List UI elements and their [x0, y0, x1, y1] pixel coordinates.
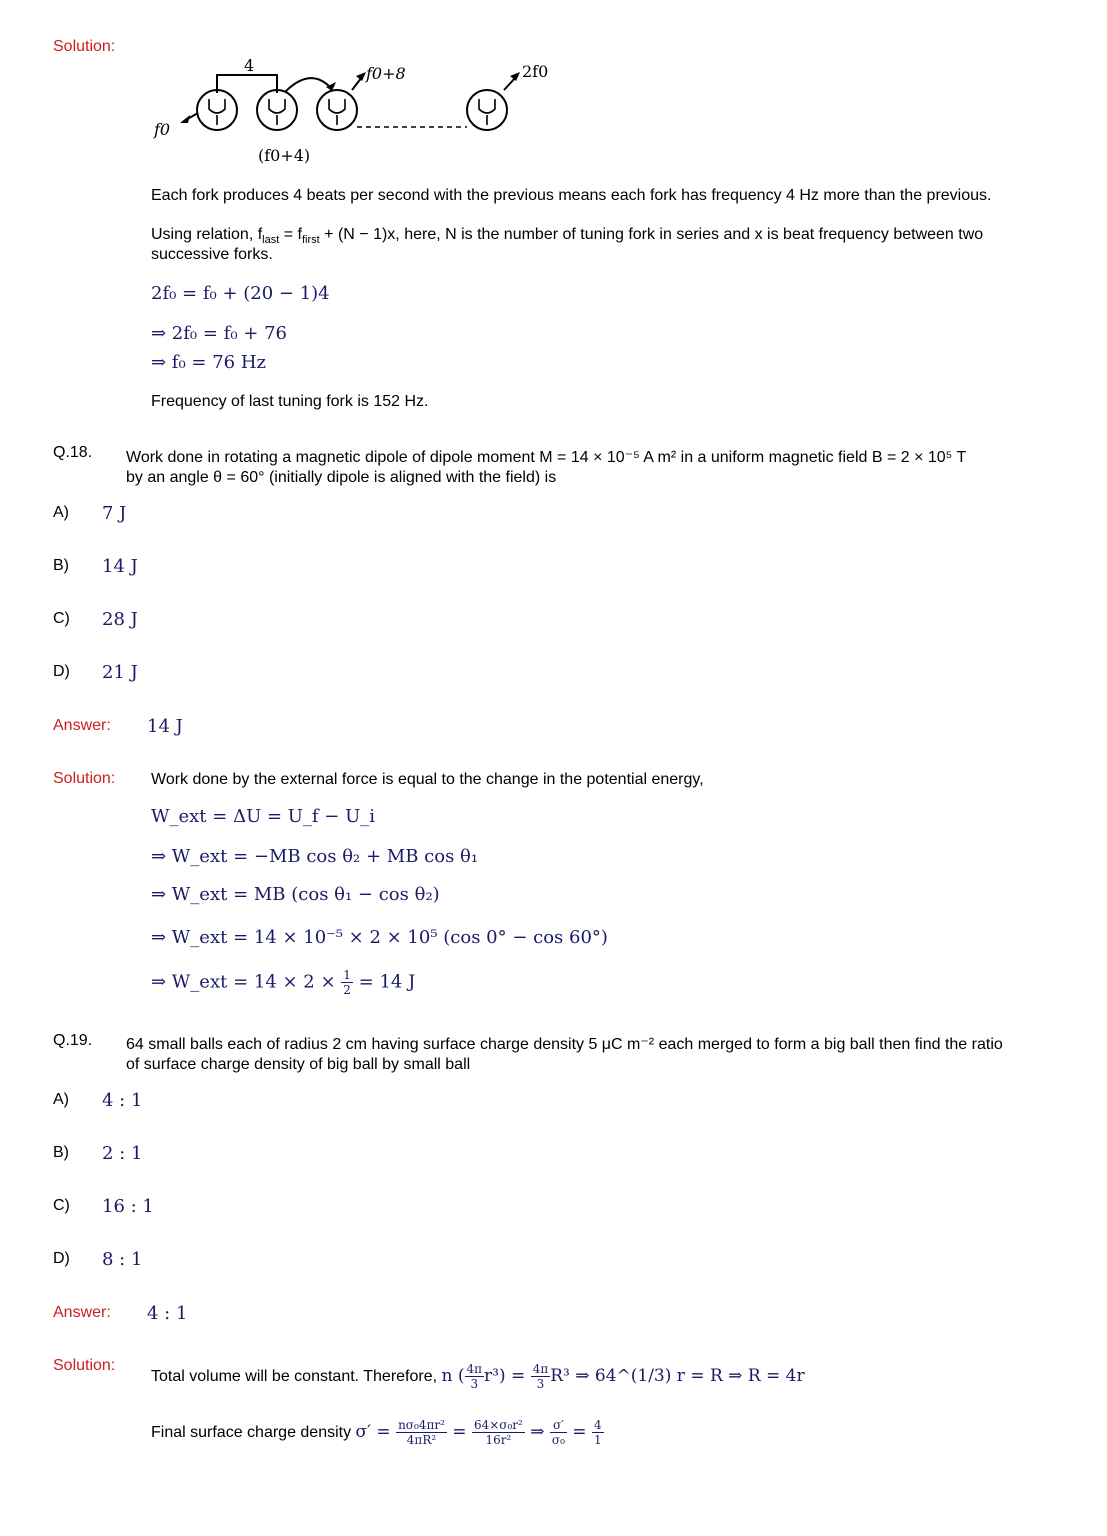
curved-arrow-icon [285, 78, 330, 92]
option-value: 4 : 1 [102, 1090, 143, 1111]
sol17-line2: Using relation, $f_{last} = f_{first} + (N - 1)x$, here, N is the number of tuning fork in series and x is beat frequency between two [151, 226, 984, 247]
option-key: B) [53, 1144, 69, 1161]
solution-label: Solution: [53, 38, 116, 55]
tuning-fork-diagram [140, 55, 560, 175]
sol17-line1: Each fork produces 4 beats per second with the previous means each fork has frequency 4 Hz more than the previous. [151, 187, 992, 204]
option-key: A) [53, 504, 69, 521]
bracket-icon [217, 75, 277, 93]
solution-eq3: ⇒ W_ext = MB (cos θ₁ − cos θ₂) [151, 884, 440, 905]
solution-line2: Final surface charge density σ′ = $\frac{\text{nσ₀4πr²}}{\text{4πR²}}$ = $\frac{\text{64×σ₀r²}}{\text{16r²}}$ ⇒ $\frac{\sigma'}{\text{σ₀}}$ = $\frac{4}{1}$ [151, 1418, 602, 1447]
spacing-label: 4 [244, 56, 255, 75]
solution-label: Solution: [53, 1357, 116, 1374]
answer-value: 4 : 1 [147, 1303, 188, 1324]
option-key: D) [53, 663, 70, 680]
option-key: A) [53, 1091, 69, 1108]
sol17-eq2: ⇒ 2f₀ = f₀ + 76 [151, 323, 287, 344]
f0-plus-8-label: f0+8 [366, 64, 406, 83]
option-key: C) [53, 610, 70, 627]
option-value: 16 : 1 [102, 1196, 154, 1217]
option-value: 2 : 1 [102, 1143, 143, 1164]
answer-label: Answer: [53, 717, 111, 734]
answer-value: 14 J [147, 716, 183, 737]
sol17-line3: Frequency of last tuning fork is 152 Hz. [151, 393, 429, 410]
solution-label: Solution: [53, 770, 116, 787]
solution-text: Work done by the external force is equal to the change in the potential energy, [151, 771, 704, 788]
solution-line1: Total volume will be constant. Therefore, n ( $\frac{4\pi}{3}$ r³) = $\frac{4\pi}{3}$ R³ ⇒ 64^(1/3) r = R ⇒ R = 4r [151, 1362, 805, 1391]
solution-eq4: ⇒ W_ext = 14 × 10⁻⁵ × 2 × 10⁵ (cos 0° − cos 60°) [151, 927, 608, 948]
question-number: Q.19. [53, 1032, 93, 1049]
two-f0-label: 2f0 [522, 62, 549, 81]
question-number: Q.18. [53, 444, 93, 461]
solution-eq2: ⇒ W_ext = −MB cos θ₂ + MB cos θ₁ [151, 846, 479, 867]
option-value: 8 : 1 [102, 1249, 143, 1270]
option-value: 14 J [102, 556, 138, 577]
sol17-line2-cont: successive forks. [151, 246, 273, 263]
question-text-cont: by an angle θ = 60° (initially dipole is aligned with the field) is [126, 469, 557, 486]
sol17-eq3: ⇒ f₀ = 76 Hz [151, 352, 267, 373]
f0-plus-4-label: (f0+4) [258, 146, 311, 165]
solution-eq1: W_ext = ΔU = U_f − U_i [151, 806, 376, 827]
question-text: 64 small balls each of radius 2 cm having surface charge density 5 μC m⁻² each merged to form a big ball then find the ratio [126, 1036, 1003, 1053]
solution-eq5: ⇒ W_ext = 14 × 2 × $\frac{1}{2}$ = 14 J [151, 968, 416, 997]
answer-label: Answer: [53, 1304, 111, 1321]
option-value: 21 J [102, 662, 138, 683]
option-value: 28 J [102, 609, 138, 630]
sol17-eq1: 2f₀ = f₀ + (20 − 1)4 [151, 283, 330, 304]
option-key: D) [53, 1250, 70, 1267]
option-key: C) [53, 1197, 70, 1214]
option-key: B) [53, 557, 69, 574]
option-value: 7 J [102, 503, 127, 524]
question-text-cont: of surface charge density of big ball by small ball [126, 1056, 471, 1073]
f0-label: f0 [154, 120, 171, 139]
question-text: Work done in rotating a magnetic dipole of dipole moment M = 14 × 10⁻⁵ A m² in a uniform magnetic field B = 2 × 10⁵ T [126, 449, 967, 466]
